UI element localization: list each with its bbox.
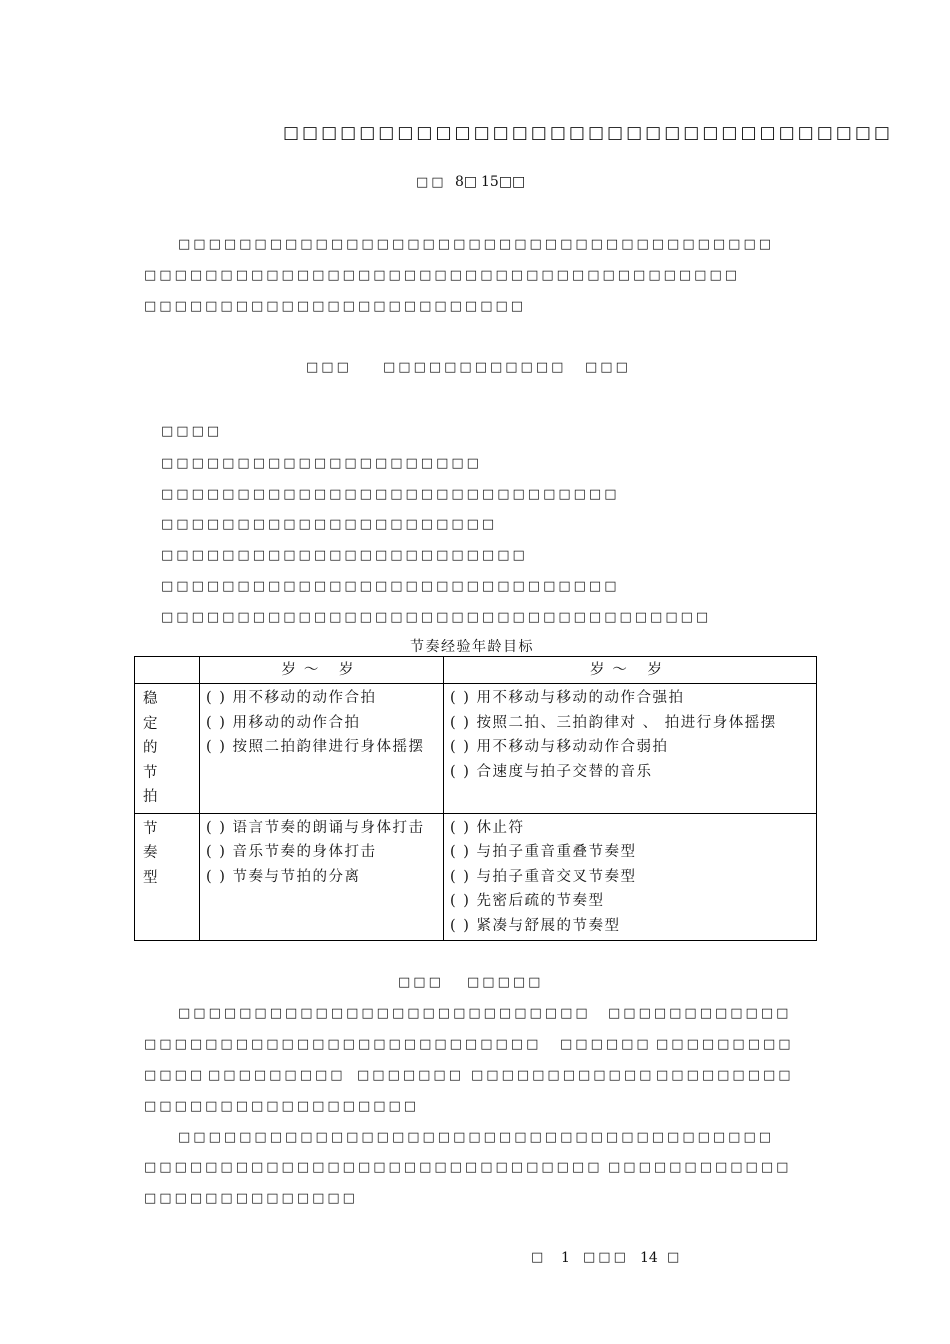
- goal-item: ( ) 音乐节奏的身体打击: [206, 844, 377, 860]
- para3-line-2-a: □□□□□□□□□□□□□□□□□□□□□□□□□□□□□□: [144, 1160, 603, 1175]
- footer-suffix: □: [667, 1250, 683, 1265]
- goal-item: ( ) 先密后疏的节奏型: [450, 893, 605, 909]
- para2-line-2-c: □□□□□□□□□: [656, 1037, 794, 1052]
- list-item-5: □□□□□□□□□□□□□□□□□□□□□□□□□□□□□□: [161, 579, 620, 594]
- para2-line-3-a: □□□□: [144, 1068, 206, 1083]
- table-header-age-a: [200, 657, 444, 684]
- footer-prefix: □: [531, 1250, 547, 1265]
- section2-label: □□□: [398, 975, 444, 990]
- table-header-row: [135, 657, 817, 684]
- category-line: 稳定: [143, 691, 184, 732]
- intro-line-3: □□□□□□□□□□□□□□□□□□□□□□□□□: [144, 299, 527, 314]
- intro-line-1: □□□□□□□□□□□□□□□□□□□□□□□□□□□□□□□□□□□□□□□: [178, 237, 775, 252]
- list-heading: □□□□: [161, 424, 223, 439]
- category-line: 节奏: [143, 820, 184, 861]
- goal-item: ( ) 合速度与拍子交替的音乐: [450, 763, 653, 780]
- section1-heading: □□□□□□□□□□□□: [383, 360, 567, 375]
- para2-line-3-e: □□□□□□□□□: [656, 1068, 794, 1083]
- para2-line-3-b: □□□□□□□□□: [208, 1068, 346, 1083]
- table-row: [135, 684, 817, 814]
- footer-middle: □□□: [583, 1250, 629, 1265]
- para2-line-3-c: □□□□□□□: [357, 1068, 464, 1083]
- date-month: 8□: [455, 174, 478, 190]
- intro-line-2: □□□□□□□□□□□□□□□□□□□□□□□□□□□□□□□□□□□□□□□: [144, 268, 741, 283]
- date-prefix: □□: [416, 175, 447, 190]
- footer-total-pages: 14: [640, 1250, 658, 1266]
- goals-cell-b: [444, 684, 817, 814]
- list-item-6: □□□□□□□□□□□□□□□□□□□□□□□□□□□□□□□□□□□□: [161, 610, 712, 625]
- section1-label-c: □□□: [585, 360, 631, 375]
- para2-line-1-a: □□□□□□□□□□□□□□□□□□□□□□□□□□□: [178, 1006, 591, 1021]
- para2-line-3-d: □□□□□□□□□□□□: [471, 1068, 655, 1083]
- list-item-3: □□□□□□□□□□□□□□□□□□□□□□: [161, 517, 498, 532]
- document-title: □□□□□□□□□□□□□□□□□□□□□□□□□□□□□□□□: [283, 123, 893, 143]
- goal-item: ( ) 用不移动的动作合拍: [206, 690, 377, 706]
- para3-line-2-b: □□□□□□□□□□□□: [608, 1160, 792, 1175]
- goal-item: ( ) 按照二拍韵律进行身体摇摆: [206, 739, 425, 755]
- category-line: 的节: [143, 740, 184, 781]
- goal-item: ( ) 用移动的动作合拍: [206, 714, 361, 731]
- table-caption: 节奏经验年龄目标: [410, 639, 534, 655]
- table-header-empty: [135, 657, 200, 684]
- list-item-2: □□□□□□□□□□□□□□□□□□□□□□□□□□□□□□: [161, 487, 620, 502]
- category-line: 型: [143, 869, 184, 886]
- goals-cell-a: [200, 684, 444, 814]
- goal-item: ( ) 用不移动与移动的动作合强拍: [450, 690, 685, 706]
- category-cell: [135, 684, 200, 814]
- rhythm-goals-table: [134, 656, 817, 941]
- para2-line-1-b: □□□□□□□□□□□□: [608, 1006, 792, 1021]
- footer-page-number: 1: [561, 1250, 570, 1266]
- goal-item: ( ) 与拍子重音重叠节奏型: [450, 844, 637, 860]
- category-line: 拍: [143, 789, 184, 805]
- date-day: 15□□: [481, 174, 526, 190]
- section2-heading: □□□□□: [467, 975, 544, 990]
- goal-item: ( ) 紧凑与舒展的节奏型: [450, 917, 621, 934]
- para3-line-3: □□□□□□□□□□□□□□: [144, 1191, 358, 1206]
- table-row: [135, 813, 817, 941]
- list-item-1: □□□□□□□□□□□□□□□□□□□□□: [161, 456, 482, 471]
- goal-item: ( ) 与拍子重音交叉节奏型: [450, 868, 637, 885]
- list-item-4: □□□□□□□□□□□□□□□□□□□□□□□□: [161, 548, 528, 563]
- table-header-age-b: [444, 657, 817, 684]
- goal-item: ( ) 休止符: [450, 819, 525, 836]
- goal-item: ( ) 用不移动与移动动作合弱拍: [450, 739, 669, 755]
- para2-line-4: □□□□□□□□□□□□□□□□□□: [144, 1099, 420, 1114]
- category-cell: [135, 813, 200, 941]
- goals-cell-a: [200, 813, 444, 941]
- goal-item: ( ) 语言节奏的朗诵与身体打击: [206, 819, 425, 836]
- goals-cell-b: [444, 813, 817, 941]
- table-header-age-b-text: 岁～ 岁: [589, 662, 671, 678]
- goal-item: ( ) 节奏与节拍的分离: [206, 868, 361, 885]
- para2-line-2-b: □□□□□□: [560, 1037, 652, 1052]
- para2-line-2-a: □□□□□□□□□□□□□□□□□□□□□□□□□□: [144, 1037, 542, 1052]
- goal-item: ( ) 按照二拍、三拍韵律对 、 拍进行身体摇摆: [450, 714, 777, 731]
- table-header-age-a-text: 岁～ 岁: [281, 662, 362, 678]
- section1-label-a: □□□: [306, 360, 352, 375]
- para3-line-1: □□□□□□□□□□□□□□□□□□□□□□□□□□□□□□□□□□□□□□□: [178, 1130, 775, 1145]
